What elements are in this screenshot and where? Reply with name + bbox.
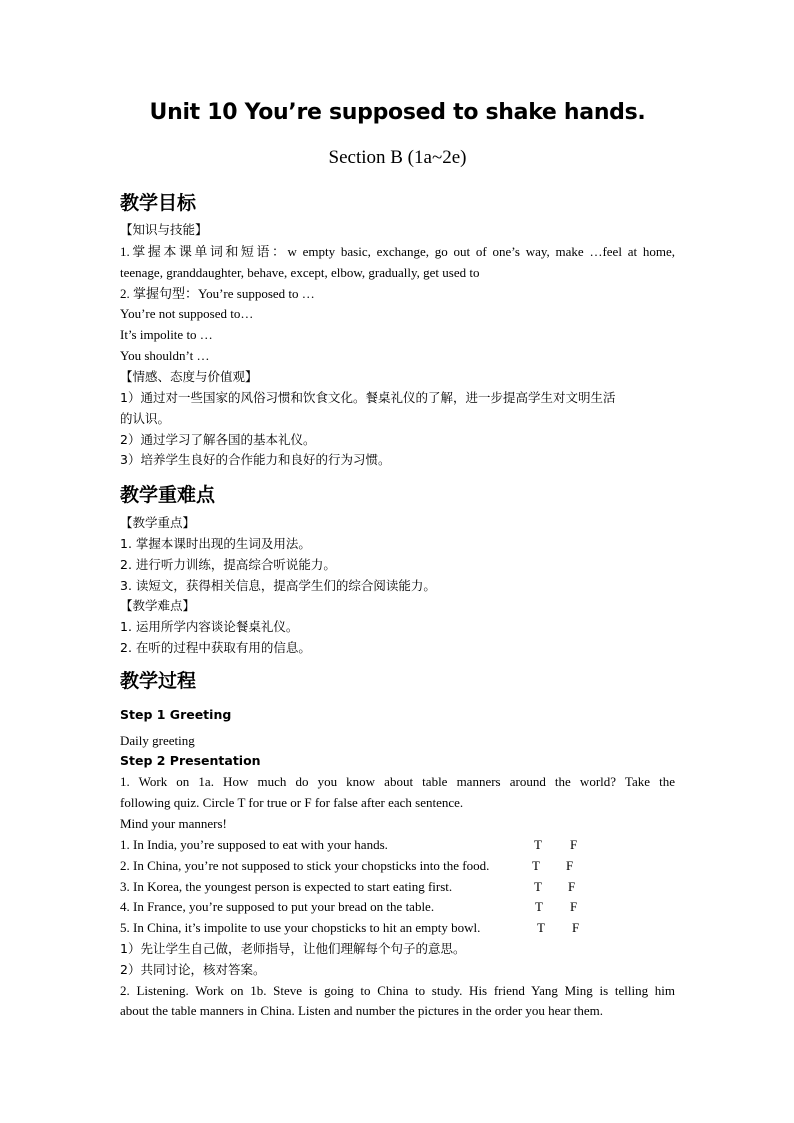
section-subtitle: Section B (1a~2e) xyxy=(328,147,467,168)
p2-line2: about the table manners in China. Listen and number the pictures in the order you hear them. xyxy=(120,1003,604,1018)
a2: 2）通过学习了解各国的基本礼仪。 xyxy=(120,432,316,447)
quiz-false: F xyxy=(566,858,574,873)
quiz-item: 4. In France, you’re supposed to put your bread on the table. xyxy=(120,899,435,914)
d1: 1. 运用所学内容谈论餐桌礼仪。 xyxy=(120,619,299,634)
step1-text: Daily greeting xyxy=(120,733,195,748)
a1-line2: 的认识。 xyxy=(120,411,171,426)
k3: You’re not supposed to… xyxy=(120,306,254,321)
p1-line1: 1. Work on 1a. How much do you know about table manners around the world? Take the xyxy=(120,774,675,789)
quiz-true: T xyxy=(532,858,540,873)
k1-line2: teenage, granddaughter, behave, except, elbow, gradually, get used to xyxy=(120,265,480,280)
quiz-true: T xyxy=(534,837,542,852)
knowledge-label: 【知识与技能】 xyxy=(120,222,208,237)
quiz-true: T xyxy=(537,920,545,935)
page-title: Unit 10 You’re supposed to shake hands. xyxy=(149,100,646,125)
k1-line1: 1.掌握本课单词和短语：w empty basic, exchange, go out of one’s way, make …feel at home, xyxy=(120,244,675,259)
process-heading: 教学过程 xyxy=(120,670,197,692)
difficult-label: 【教学难点】 xyxy=(120,598,196,613)
note-1: 1）先让学生自己做，老师指导，让他们理解每个句子的意思。 xyxy=(120,941,466,956)
objectives-heading: 教学目标 xyxy=(120,192,197,214)
k4: It’s impolite to … xyxy=(120,327,213,342)
p2-line1: 2. Listening. Work on 1b. Steve is going to China to study. His friend Yang Ming is telling him xyxy=(120,983,675,998)
quiz-false: F xyxy=(570,837,578,852)
quiz-item: 1. In India, you’re supposed to eat with your hands. xyxy=(120,837,388,852)
f3: 3. 读短文，获得相关信息，提高学生们的综合阅读能力。 xyxy=(120,578,436,593)
k2: 2. 掌握句型：You’re supposed to … xyxy=(120,286,315,301)
step1-heading: Step 1 Greeting xyxy=(120,707,232,722)
quiz-false: F xyxy=(570,899,578,914)
focus-label: 【教学重点】 xyxy=(120,515,196,530)
quiz-false: F xyxy=(572,920,580,935)
attitude-label: 【情感、态度与价值观】 xyxy=(120,369,258,384)
mind-manners: Mind your manners! xyxy=(120,816,227,831)
quiz-item: 2. In China, you’re not supposed to stick your chopsticks into the food. xyxy=(120,858,490,873)
step2-heading: Step 2 Presentation xyxy=(120,753,261,768)
a1-line1: 1）通过对一些国家的风俗习惯和饮食文化。餐桌礼仪的了解，进一步提高学生对文明生活 xyxy=(120,390,616,405)
quiz-true: T xyxy=(534,879,542,894)
k5: You shouldn’t … xyxy=(120,348,210,363)
quiz-true: T xyxy=(535,899,543,914)
note-2: 2）共同讨论，核对答案。 xyxy=(120,962,266,977)
quiz-item: 3. In Korea, the youngest person is expected to start eating first. xyxy=(120,879,453,894)
p1-line2: following quiz. Circle T for true or F for false after each sentence. xyxy=(120,795,464,810)
a3: 3）培养学生良好的合作能力和良好的行为习惯。 xyxy=(120,452,391,467)
quiz-item: 5. In China, it’s impolite to use your chopsticks to hit an empty bowl. xyxy=(120,920,481,935)
quiz-false: F xyxy=(568,879,576,894)
f1: 1. 掌握本课时出现的生词及用法。 xyxy=(120,536,311,551)
d2: 2. 在听的过程中获取有用的信息。 xyxy=(120,640,311,655)
f2: 2. 进行听力训练，提高综合听说能力。 xyxy=(120,557,336,572)
key-points-heading: 教学重难点 xyxy=(120,484,216,506)
